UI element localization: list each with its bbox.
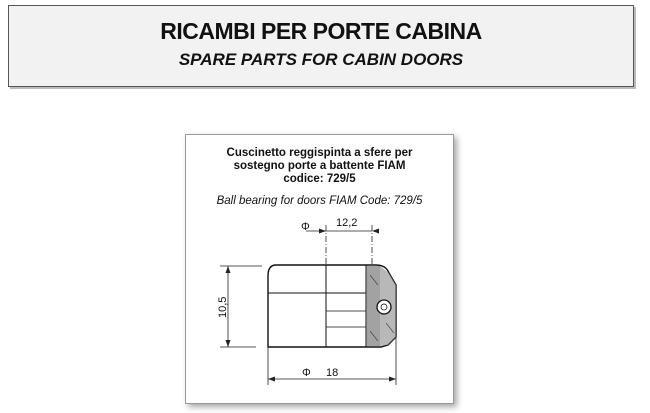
description-it-line-3: codice: 729/5	[283, 173, 356, 185]
page-subtitle: SPARE PARTS FOR CABIN DOORS	[178, 50, 464, 69]
ball-element	[377, 300, 391, 314]
bearing-drawing	[186, 135, 453, 403]
outer-diameter-symbol: Φ	[302, 367, 311, 379]
height-value: 10,5	[217, 296, 229, 318]
product-card	[185, 134, 454, 404]
inner-diameter-symbol: Φ	[301, 221, 310, 233]
description-it-line-1: Cuscinetto reggispinta a sfere per	[226, 147, 413, 159]
description-english: Ball bearing for doors FIAM Code: 729/5	[216, 195, 423, 207]
description-it-line-2: sostegno porte a battente FIAM	[233, 160, 406, 172]
outer-diameter-value: 18	[326, 367, 339, 379]
inner-diameter-value: 12,2	[336, 217, 358, 229]
header-box	[8, 5, 634, 87]
page-title: RICAMBI PER PORTE CABINA	[160, 18, 482, 44]
